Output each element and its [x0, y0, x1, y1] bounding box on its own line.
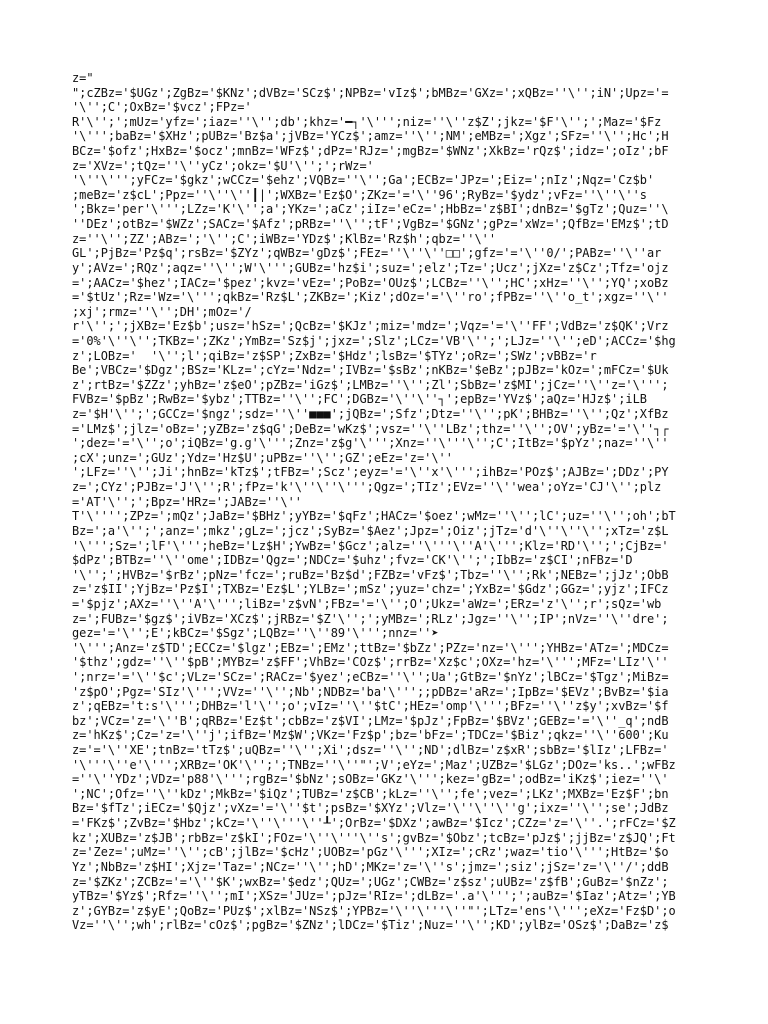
- text-line: ';NC';Ofz=''\''kDz';MkBz='$iQz';TUBz='z$CB';kLz=''\'';fe';vez=';LKz';MXBz='Ez$F';bn: [72, 786, 669, 801]
- text-line: Yz';NbBz='z$HI';Xjz='Taz=';NCz=''\'';hD';MKz='z='\''s';jmz=';siz';jSz='z='\''/';ddB: [72, 859, 669, 874]
- text-line: z='Zez=';uMz=''\'';cB';jlBz='$cHz';UOBz='pGz'\''';XIz=';cRz';waz='tio'\''';HtBz='$o: [72, 845, 669, 860]
- code-page: [72, 71, 698, 971]
- text-line: '\'';';HVBz='$rBz';pNz='fcz=';ruBz='Bz$d';FZBz='vFz$';Tbz=''\'';Rk';NEBz=';jJz';ObB: [72, 567, 669, 582]
- text-line: ''DEz';otBz='$WZz';SACz='$Afz';pRBz=''\'';tF';VgBz='$GNz';gPz='xWz=';QfBz='EMz$';tD: [72, 217, 669, 232]
- text-line: ='0%'\''\'';TKBz=';ZKz';YmBz='Sz$j';jxz=';Slz';LCz='VB'\'';';LJz=''\'';eD';ACCz='$hg: [72, 333, 676, 348]
- text-line: z';GYBz='z$yE';QoBz='PUz$';xlBz='NSz$';YPBz='\''\'''\''"';LTz='ens'\''';eXz='Fz$D';o: [72, 903, 676, 918]
- text-line: z';qEBz='t:s'\''';DHBz='l'\'';o';vIz=''\''$tC';HEz='omp'\''';BFz=''\''z$y';xvBz='$f: [72, 699, 669, 714]
- text-line: z=';CYz';PJBz='J'\'';R';fPz='k'\''\''\''';Qgz=';TIz';EVz=''\''wea';oYz='CJ'\'';plz: [72, 480, 662, 495]
- text-line: bz';VCz='z='\''B';qRBz='Ez$t';cbBz='z$VI';LMz='$pJz';FpBz='$BVz';GEBz='='\''_q';ndB: [72, 713, 669, 728]
- text-line: Be';VBCz='$Dgz';BSz='KLz=';cYz='Ndz=';IVBz='$sBz';nKBz='$eBz';pJBz='kOz=';mFCz='$Uk: [72, 363, 669, 378]
- text-line: ;xj';rmz=''\'';DH';mOz='/: [72, 304, 252, 319]
- text-line: z';rtBz='$ZZz';yhBz='z$eO';pZBz='iGz$';LMBz=''\'';Zl';SbBz='z$MI';jCz=''\''z='\''';: [72, 377, 669, 392]
- text-line: =''\''YDz';VDz='p88'\''';rgBz='$bNz';sOBz='GKz'\''';kez='gBz=';odBz='iKz$';iez=''\': [72, 772, 669, 787]
- text-line: r'\'';';jXBz='Ez$b';usz='hSz=';QcBz='$KJz';miz='mdz=';Vqz='='\''FF';VdBz='z$QK';Vrz: [72, 319, 669, 334]
- text-line: ;meBz='z$cL';Ppz=''\''\''┃|';WXBz='Ez$O';ZKz='='\''96';RyBz='$ydz';vFz=''\''\''s: [72, 187, 647, 202]
- text-line: ";cZBz='$UGz';ZgBz='$KNz';dVBz='SCz$';NPBz='vIz$';bMBz='GXz=';xQBz=''\'';iN';Upz='=: [72, 85, 669, 100]
- text-line: BCz='$ofz';HxBz='$ocz';mnBz='WFz$';dPz='RJz=';mgBz='$WNz';XkBz='rQz$';idz=';oIz';bF: [72, 144, 669, 159]
- text-line: z='hKz$';Cz='z='\''j';ifBz='Mz$W';VKz='Fz$p';bz='bFz=';TDCz='$Biz';qkz=''\''600';Ku: [72, 728, 669, 743]
- text-line: ';dez='='\'';o';iQBz='g.g'\''';Znz='z$g'\''';Xnz=''\'''\'';C';ItBz='$pYz';naz=''\'': [72, 436, 669, 451]
- text-line: ='AT'\'';';Bpz='HRz=';JABz=''\'': [72, 494, 302, 509]
- text-line: gez='='\'';E';kBCz='$Sgz';LQBz=''\''89'\''';nnz=''➤: [72, 626, 439, 641]
- text-line: ';LFz=''\'';Ji';hnBz='kTz$';tFBz=';Scz';eyz='='\''x'\''';ihBz='POz$';AJBz=';DDz';PY: [72, 465, 669, 480]
- text-line: ';nrz='='\''$c';VLz='SCz=';RACz='$yez';eCBz=''\'';Ua';GtBz='$nYz';lBCz='$Tgz';MiBz=: [72, 669, 669, 684]
- text-line: ='$pjz';AXz=''\''A'\''';liBz='z$vN';FBz='='\'';O';Ukz='aWz=';ERz='z'\'';r';sQz='wb: [72, 596, 662, 611]
- text-line: z='$H'\'';';GCCz='$ngz';sdz=''\''■■■';jQBz=';Sfz';Dtz=''\'';pK';BHBz=''\'';Qz';XfBz: [72, 407, 669, 422]
- text-block: [72, 71, 698, 933]
- text-line: $dPz';BTBz=''\''ome';IDBz='Qgz=';NDCz='$uhz';fvz='CK'\'';';IbBz='z$CI';nFBz='D: [72, 553, 633, 568]
- text-line: ='FKz$';ZvBz='$Hbz';kCz='\''\'''\''┸';OrBz='$DXz';awBz='$Icz';CZz='z='\''.';rFCz='$Z: [72, 816, 676, 831]
- text-line: ;cX';unz=';GUz';Ydz='Hz$U';uPBz=''\'';GZ';eEz='z='\'': [72, 450, 453, 465]
- text-line: '$thz';gdz=''\''$pB';MYBz='z$FF';VhBz='COz$';rrBz='Xz$c';OXz='hz='\''';MFz='LIz'\'': [72, 655, 669, 670]
- text-line: z='z$II';YjBz='Pz$I';TXBz='Ez$L';YLBz=';mSz';yuz='chz=';YxBz='$Gdz';GGz=';yjz';IFCz: [72, 582, 669, 597]
- text-line: ='LMz$';jlz='oBz=';yZBz='z$qG';DeBz='wKz$';vsz=''\''LBz';thz=''\'';OV';yBz='='\''┐┌: [72, 421, 669, 436]
- text-line: R'\'';';mUz='yfz=';iaz=''\'';db';khz='━┐'\''';niz=''\''z$Z';jkz='$F'\'';';Maz='$Fz: [72, 114, 662, 129]
- text-line: '\''';Sz=';lF'\''';heBz='Lz$H';YwBz='$Gcz';alz=''\'''\''A'\''';Klz='RD'\'';';CjBz=': [72, 538, 669, 553]
- text-line: z=": [72, 71, 94, 85]
- text-line: z='XVz=';tQz=''\''yCz';okz='$U'\'';';rWz=': [72, 158, 374, 173]
- text-line: '\''';baBz='$XHz';pUBz='Bz$a';jVBz='YCz$';amz=''\'';NM';eMBz=';Xgz';SFz=''\'';Hc';H: [72, 129, 669, 144]
- text-line: z='='\''XE';tnBz='tTz$';uQBz=''\'';Xi';dsz=''\'';ND';dlBz='z$xR';sbBz='$lIz';LFBz=': [72, 743, 669, 758]
- text-line: z='$ZKz';ZCBz='='\''$K';wxBz='$edz';QUz=';UGz';CWBz='z$sz';uUBz='z$fB';GuBz='$nZz';: [72, 874, 669, 889]
- text-line: '\'';C';OxBz='$vcz';FPz=': [72, 100, 252, 115]
- text-line: ';Bkz='per'\''';LZz='K'\'';a';YKz=';aCz';iIz='eCz=';HbBz='z$BI';dnBz='$gTz';Quz=''\: [72, 202, 669, 217]
- text-line: GL';PjBz='Pz$q';rsBz='$ZYz';qWBz='gDz$';FEz=''\''\''□□';gfz='='\''0/';PABz=''\''ar: [72, 246, 662, 261]
- text-line: FVBz='$pBz';RwBz='$ybz';TTBz=''\'';FC';DGBz='\''\''┐';epBz='YVz$';aQz='HJz$';iLB: [72, 392, 647, 407]
- text-line: Bz='$fTz';iECz='$Qjz';vXz='='\''$t';psBz='$XYz';Vlz='\''\''\''g';ixz=''\'';se';JdBz: [72, 801, 669, 816]
- text-line: '\''\''';yFCz='$gkz';wCCz='$ehz';VQBz=''\'';Ga';ECBz='JPz=';Eiz=';nIz';Nqz='Cz$b': [72, 173, 655, 188]
- text-line: y';AVz=';RQz';aqz=''\'';W'\''';GUBz='hz$i';suz=';elz';Tz=';Ucz';jXz='z$Cz';Tfz='ojz: [72, 260, 669, 275]
- text-line: 'z$pO';Pgz='SIz'\''';VVz=''\'';Nb';NDBz='ba'\''';;pDBz='aRz=';IpBz='$EVz';BvBz='$ia: [72, 684, 669, 699]
- text-line: yTBz='$Yz$';Rfz=''\'';mI';XSz='JUz=';pJz='RIz=';dLBz='.a'\''';';auBz='$Iaz';Atz=';YB: [72, 889, 676, 904]
- text-line: =';AACz='$hez';IACz='$pez';kvz='vEz=';PoBz='OUz$';LCBz=''\'';HC';xHz=''\'';YQ';xoBz: [72, 275, 669, 290]
- text-line: '\'''\''e'\''';XRBz='OK'\'';';TNBz=''\''"';V';eYz=';Maz';UZBz='$LGz';DOz='ks..';wFBz: [72, 757, 676, 772]
- text-line: '\''';Anz='z$TD';ECCz='$lgz';EBz=';EMz';ttBz='$bZz';PZz='nz='\''';YHBz='ATz=';MDCz=: [72, 640, 669, 655]
- text-line: T'\'''';ZPz=';mQz';JaBz='$BHz';yYBz='$qFz';HACz='$oez';wMz=''\'';lC';uz=''\'';oh';bT: [72, 509, 676, 524]
- text-line: kz';XUBz='z$JB';rbBz='z$kI';FOz='\''\'''\''s';gvBz='$Obz';tcBz='pJz$';jjBz='z$JQ';Ft: [72, 830, 676, 845]
- text-line: z=''\'';ZZ';ABz=';'\'';C';iWBz='YDz$';KlBz='Rz$h';qbz=''\'': [72, 231, 497, 246]
- text-line: z=';FUBz='$gz$';iVBz='XCz$';jRBz='$Z'\'';';yMBz=';RLz';Jgz=''\'';IP';nVz=''\''dre';: [72, 611, 669, 626]
- text-line: z';LOBz=' '\'';l';qiBz='z$SP';ZxBz='$Hdz';lsBz='$TYz';oRz=';SWz';vBBz='r: [72, 348, 597, 363]
- text-line: Vz=''\'';wh';rlBz='cOz$';pgBz='$ZNz';lDCz='$Tiz';Nuz=''\'';KD';ylBz='OSz$';DaBz='z$: [72, 918, 669, 933]
- text-line: ='$tUz';Rz='Wz='\''';qkBz='Rz$L';ZKBz=';Kiz';dOz='='\''ro';fPBz=''\''o_t';xgz=''\'': [72, 290, 669, 305]
- text-line: Bz=';a'\'';';anz=';mkz';gLz=';jcz';SyBz='$Aez';Jpz=';Oiz';jTz='d'\''\''\'';xTz='z$L: [72, 523, 669, 538]
